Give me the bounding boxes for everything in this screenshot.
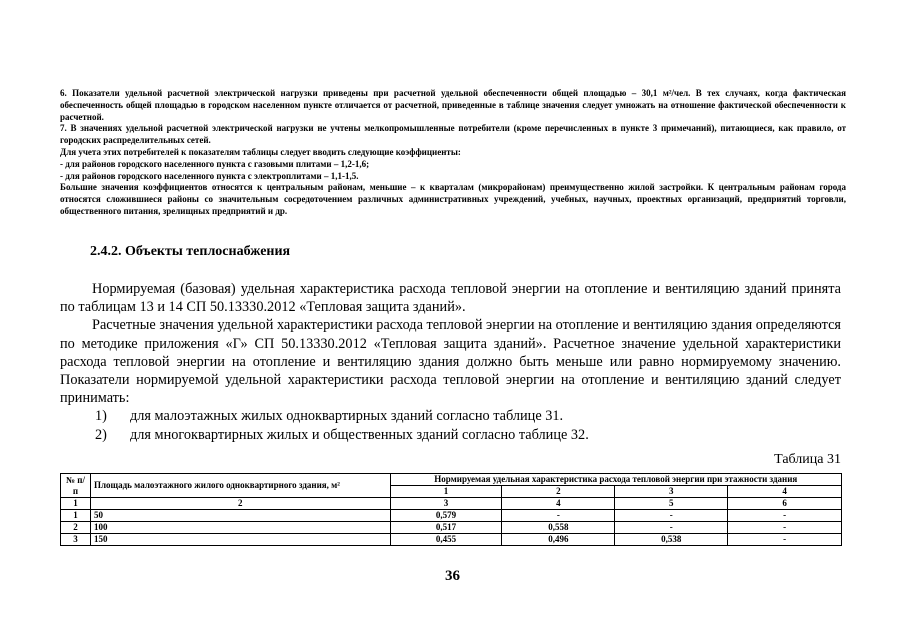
table-row xyxy=(61,534,842,546)
col-index: 1 xyxy=(61,498,91,510)
table-row xyxy=(61,522,842,534)
heat-characteristic-table xyxy=(60,473,842,546)
section-heading: 2.4.2. Объекты теплоснабжения xyxy=(90,244,291,259)
table-cell: - xyxy=(728,534,842,546)
table-notes xyxy=(60,88,846,218)
col-index: 3 xyxy=(390,498,502,510)
col-index: 2 xyxy=(90,498,390,510)
table-cell: - xyxy=(728,510,842,522)
table-cell: - xyxy=(615,522,728,534)
list-item xyxy=(60,426,841,444)
header-area: Площадь малоэтажного жилого одноквартирного здания, м² xyxy=(90,474,390,498)
table-caption: Таблица 31 xyxy=(774,452,841,467)
list-item-text: для многоквартирных жилых и общественных зданий согласно таблице 32. xyxy=(130,426,589,443)
floor-2: 2 xyxy=(502,486,615,498)
floor-1: 1 xyxy=(390,486,502,498)
col-index: 5 xyxy=(615,498,728,510)
list-item-number: 2) xyxy=(95,426,107,443)
paragraph-2: Расчетные значения удельной характеристики расхода тепловой энергии на отопление и вентиляцию здания определяются по методике приложения «Г» СП 50.13330.2012 «Тепловая защита зданий». Расчетное значение удельной характеристики расхода тепловой энергии на отопление и вентиляцию здания должно быть меньше или равно нормируемому значению. Показатели нормируемой удельной характеристики расхода тепловой энергии на отопление и вентиляцию зданий следует принимать: xyxy=(60,317,841,407)
table-cell: 0,455 xyxy=(390,534,502,546)
note-large-values: Большие значения коэффициентов относятся к центральным районам, меньшие – к кварталам (микрорайонам) преимущественно жилой застройки. К центральным районам города относятся сложившиеся районы со значительным сосредоточением различных административных учреждений, учебных, научных, проектных организаций, предприятий торговли, общественного питания, зрелищных предприятий и др. xyxy=(60,182,846,216)
table-cell: 1 xyxy=(61,510,91,522)
table-cell: 0,496 xyxy=(502,534,615,546)
table-cell: 0,558 xyxy=(502,522,615,534)
table-cell: - xyxy=(502,510,615,522)
section-body xyxy=(60,280,841,444)
col-index: 6 xyxy=(728,498,842,510)
page-number: 36 xyxy=(445,568,460,584)
table-cell: - xyxy=(615,510,728,522)
table-cell: 100 xyxy=(90,522,390,534)
coefficients-intro: Для учета этих потребителей к показателям таблицы следует вводить следующие коэффициенты: xyxy=(60,146,461,157)
col-index: 4 xyxy=(502,498,615,510)
table-cell: 150 xyxy=(90,534,390,546)
table-cell: 50 xyxy=(90,510,390,522)
note-6: 6. Показатели удельной расчетной электрической нагрузки приведены при расчетной удельной обеспеченности общей площадью – 30,1 м²/чел. В тех случаях, когда фактическая обеспеченность общей площадью в городском населенном пункте отличается от расчетной, приведенные в таблице значения следует умножать на отношение фактической обеспеченности к расчетной. xyxy=(60,88,846,122)
note-7: 7. В значениях удельной расчетной электрической нагрузки не учтены мелкопромышленные потребители (кроме перечисленных в пункте 3 примечаний), питающиеся, как правило, от городских распределительных сетей. xyxy=(60,123,846,146)
table-cell: 2 xyxy=(61,522,91,534)
table-header-row xyxy=(61,474,842,486)
header-number: № п/п xyxy=(61,474,91,498)
table-cell: 0,538 xyxy=(615,534,728,546)
coefficient-gas: - для районов городского населенного пункта с газовыми плитами – 1,2-1,6; xyxy=(60,158,370,169)
header-norm: Нормируемая удельная характеристика расхода тепловой энергии при этажности здания xyxy=(390,474,841,486)
list-item xyxy=(60,407,841,425)
table-row xyxy=(61,510,842,522)
table-cell: 0,579 xyxy=(390,510,502,522)
table-cell: - xyxy=(728,522,842,534)
paragraph-1: Нормируемая (базовая) удельная характеристика расхода тепловой энергии на отопление и вентиляцию зданий принята по таблицам 13 и 14 СП 50.13330.2012 «Тепловая защита зданий». xyxy=(60,281,841,316)
list-item-number: 1) xyxy=(95,408,107,425)
floor-4: 4 xyxy=(728,486,842,498)
list-item-text: для малоэтажных жилых одноквартирных зданий согласно таблице 31. xyxy=(130,408,564,425)
coefficient-electric: - для районов городского населенного пункта с электроплитами – 1,1-1,5. xyxy=(60,170,359,181)
table-cell: 0,517 xyxy=(390,522,502,534)
floor-3: 3 xyxy=(615,486,728,498)
table-cell: 3 xyxy=(61,534,91,546)
table-index-row xyxy=(61,498,842,510)
